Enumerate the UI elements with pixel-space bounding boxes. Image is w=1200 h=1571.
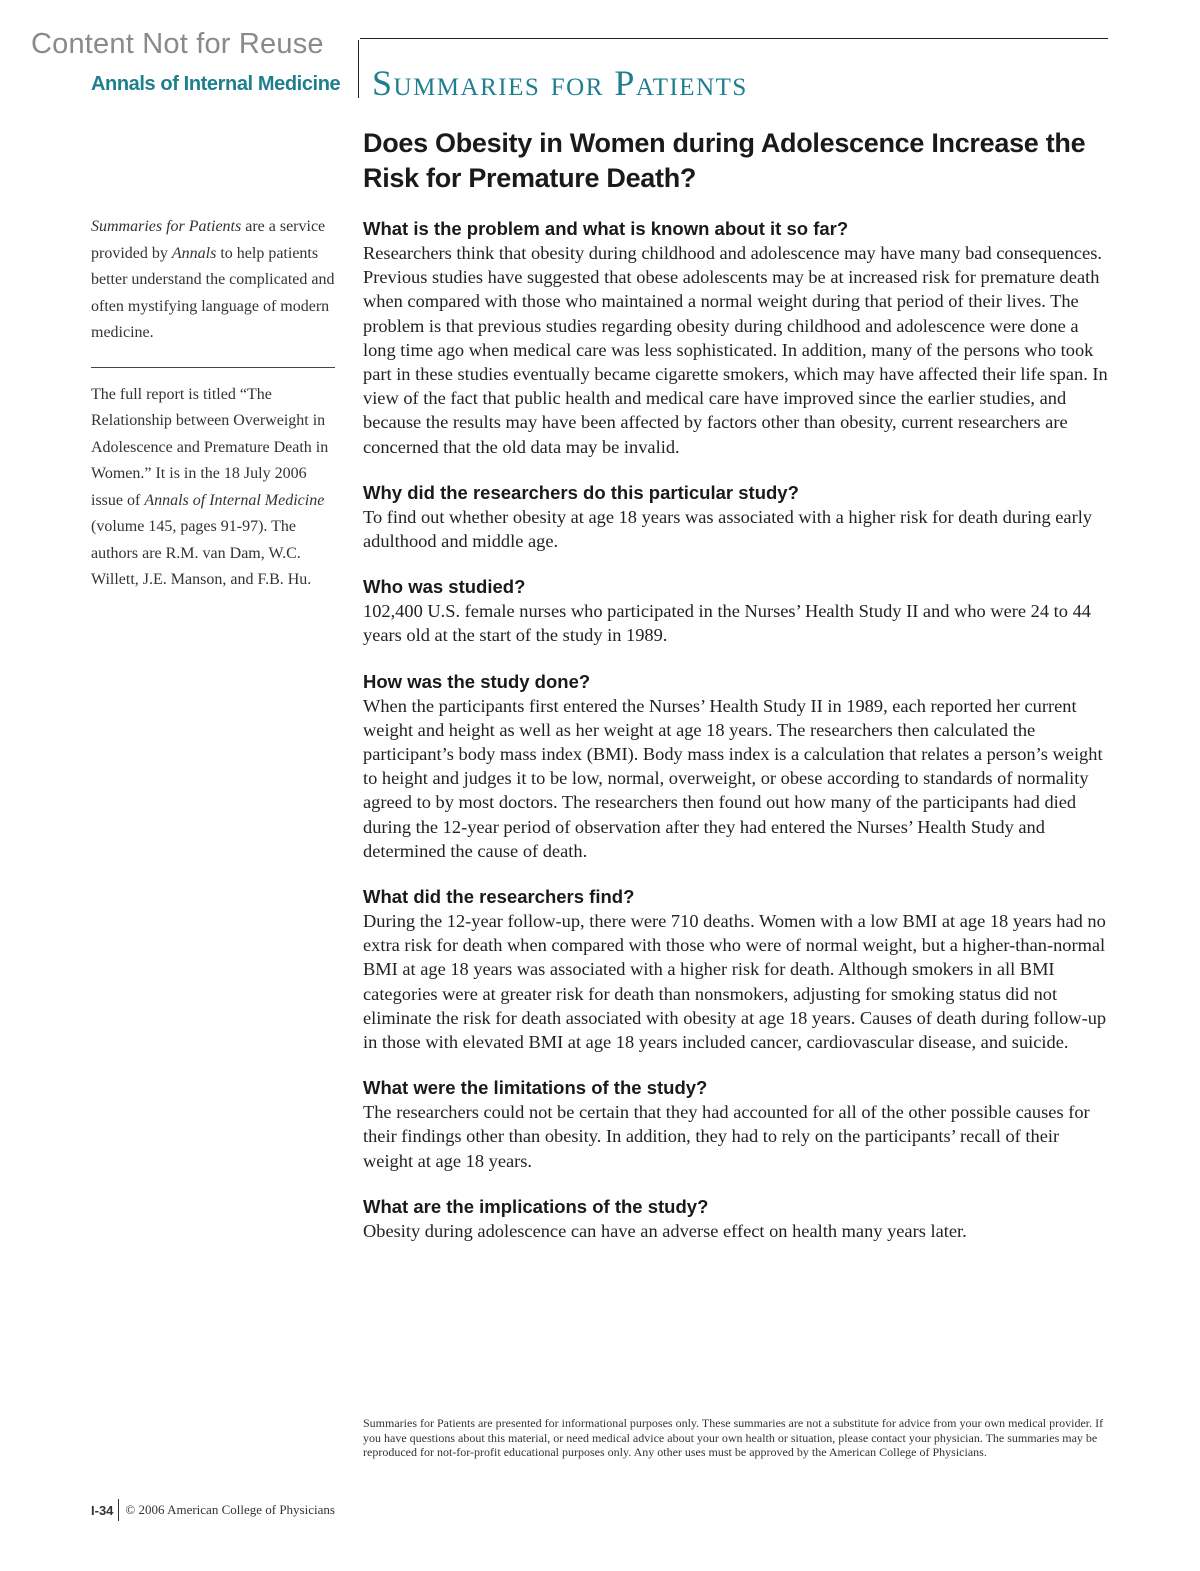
- report-text-1: The full report is titled “The Relationship between Overweight in Adolescence and Premature Death in Women.” It is in the 18 July 2006 issue of: [91, 385, 329, 509]
- header-rule: [360, 38, 1108, 39]
- section-limitations: [363, 1076, 1109, 1173]
- sidebar-divider: [91, 367, 335, 368]
- section-heading: What are the implications of the study?: [363, 1195, 709, 1217]
- service-italic-2: Annals: [171, 244, 217, 262]
- page-footer: [91, 1499, 335, 1521]
- section-body: Obesity during adolescence can have an adverse effect on health many years later.: [363, 1220, 967, 1241]
- section-heading: What is the problem and what is known about it so far?: [363, 218, 849, 239]
- article-title: Does Obesity in Women during Adolescence Increase the Risk for Premature Death?: [363, 128, 1086, 193]
- service-italic-1: Summaries for Patients: [91, 218, 242, 235]
- section-body: When the participants first entered the Nurses’ Health Study II in 1989, each reported her current weight and height as well as her weight at age 18 years. The researchers then calculated the participant’s body mass index (BMI). Body mass index is a calculation that relates a person’s weight to height and judges it to be low, normal, overweight, or obese according to standards of normality agreed to by most doctors. The researchers then found out how many of the participants had died during the 12-year period of observation after they had entered the Nurses’ Health Study and determined the cause of death.: [363, 695, 1103, 861]
- section-body: The researchers could not be certain that they had accounted for all of the other possible causes for their findings other than obesity. In addition, they had to rely on the participants’ recall of their weight at age 18 years.: [363, 1102, 1090, 1171]
- disclaimer: Summaries for Patients are presented for informational purposes only. These summaries are not a substitute for advice from your own medical provider. If you have questions about this material, or need medical advice about your own health or situation, please contact your physician. The summaries may be reproduced for not-for-profit educational purposes only. Any other uses must be approved by the American College of Physicians.: [363, 1416, 1104, 1459]
- section-how: [363, 670, 1109, 863]
- section-heading: What were the limitations of the study?: [363, 1077, 708, 1099]
- service-note: [91, 214, 335, 347]
- sidebar: [91, 214, 335, 594]
- section-findings: [363, 885, 1109, 1054]
- service-text-2: to help patients better understand the complicated and often mystifying language of modern medicine.: [91, 244, 335, 341]
- section-title: Summaries for Patients: [372, 63, 748, 103]
- section-heading: How was the study done?: [363, 670, 591, 692]
- report-note: [91, 382, 335, 594]
- section-body: During the 12-year follow-up, there were 710 deaths. Women with a low BMI at age 18 years had no extra risk for death when compared with those who were of normal weight, but a higher-than-normal BMI at age 18 years was associated with a higher risk for death. Although smokers in all BMI categories were at greater risk for death than nonsmokers, adjusting for smoking status did not eliminate the risk for death associated with obesity at age 18 years. Causes of death during follow-up in those with elevated BMI at age 18 years included cancer, cardiovascular disease, and suicide.: [363, 911, 1107, 1053]
- copyright: © 2006 American College of Physicians: [125, 1502, 335, 1517]
- header-divider: [358, 40, 359, 98]
- journal-name: Annals of Internal Medicine: [91, 73, 341, 95]
- section-body: Researchers think that obesity during childhood and adolescence may have many bad consequences. Previous studies have suggested that obese adolescents may be at increased risk for premature death when compared with those who maintained a normal weight during that period of their lives. The problem is that previous studies regarding obesity during childhood and adolescence were done a long time ago when medical care was less sophisticated. In addition, many of the persons who took part in these studies eventually became cigarette smokers, which may have affected their life span. In view of the fact that public health and medical care have improved since the earlier studies, and because the results may have been affected by factors other than obesity, current researchers are concerned that the old data may be invalid.: [363, 243, 1108, 457]
- service-text-1: are a service provided by: [91, 218, 326, 262]
- page-number: I-34: [91, 1502, 114, 1518]
- report-italic: Annals of Internal Medicine: [144, 491, 325, 509]
- section-body: To find out whether obesity at age 18 years was associated with a higher risk for death during early adulthood and middle age.: [363, 506, 1093, 552]
- section-heading: Why did the researchers do this particular study?: [363, 481, 799, 503]
- section-who: [363, 575, 1109, 647]
- watermark-text: Content Not for Reuse: [31, 28, 324, 60]
- section-why: [363, 481, 1109, 553]
- section-implications: [363, 1195, 1109, 1243]
- section-heading: What did the researchers find?: [363, 886, 635, 908]
- footer-divider: [118, 1499, 119, 1521]
- main-content: [363, 217, 1109, 1265]
- section-heading: Who was studied?: [363, 576, 526, 598]
- section-problem: [363, 217, 1109, 459]
- report-text-2: (volume 145, pages 91-97). The authors are R.M. van Dam, W.C. Willett, J.E. Manson, and F.B. Hu.: [91, 518, 312, 588]
- section-body: 102,400 U.S. female nurses who participated in the Nurses’ Health Study II and who were 24 to 44 years old at the start of the study in 1989.: [363, 601, 1091, 646]
